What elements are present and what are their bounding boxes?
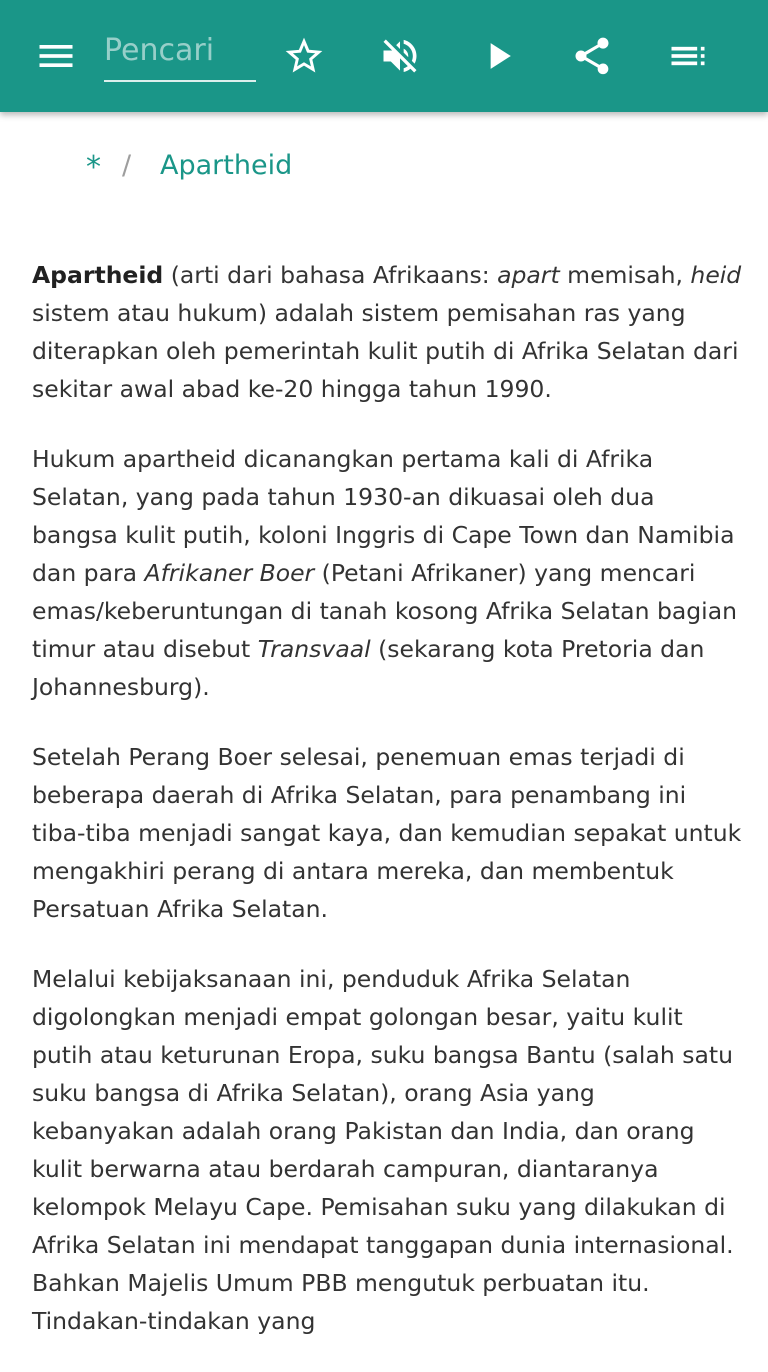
contents-button[interactable] <box>656 24 720 88</box>
text-span: sistem atau hukum) adalah sistem pemisahan ras yang diterapkan oleh pemerintah kulit putih di Afrika Selatan dari sekitar awal abad ke-20 hingga tahun 1990. <box>32 299 739 403</box>
italic-term: heid <box>690 261 742 289</box>
article-paragraph <box>32 256 742 408</box>
favorite-button[interactable] <box>272 24 336 88</box>
breadcrumb-current[interactable]: Apartheid <box>160 150 293 181</box>
article-paragraph: Setelah Perang Boer selesai, penemuan emas terjadi di beberapa daerah di Afrika Selatan, para penambang ini tiba-tiba menjadi sangat kaya, dan kemudian sepakat untuk mengakhiri perang di antara mereka, dan membentuk Persatuan Afrika Selatan. <box>32 743 742 923</box>
volume-off-icon <box>378 34 422 78</box>
play-icon <box>476 34 520 78</box>
breadcrumb-home-link[interactable]: * <box>86 150 101 185</box>
app-toolbar <box>0 0 768 112</box>
menu-icon <box>34 34 78 78</box>
text-span: (Petani Afrikaner) yang mencari emas/keberuntungan di tanah kosong Afrika Selatan bagian timur atau disebut <box>32 559 737 663</box>
star-outline-icon <box>282 34 326 78</box>
share-icon <box>570 34 614 78</box>
article-paragraph <box>32 440 742 706</box>
share-button[interactable] <box>560 24 624 88</box>
sound-toggle-button[interactable] <box>368 24 432 88</box>
text-span: (arti dari bahasa Afrikaans: <box>163 261 498 289</box>
breadcrumb <box>0 140 768 196</box>
search-field[interactable] <box>104 22 256 82</box>
menu-button[interactable] <box>24 24 88 88</box>
italic-term: Afrikaner Boer <box>144 559 315 587</box>
breadcrumb-separator: / <box>122 150 132 181</box>
search-input[interactable] <box>104 22 256 78</box>
article-content <box>32 256 742 1372</box>
table-of-contents-icon <box>666 34 710 78</box>
article-term: Apartheid <box>32 261 164 289</box>
italic-term: apart <box>497 261 560 289</box>
italic-term: Transvaal <box>257 635 371 663</box>
play-button[interactable] <box>466 24 530 88</box>
text-span: (sekarang kota Pretoria dan Johannesburg). <box>32 635 705 701</box>
article-paragraph: Melalui kebijaksanaan ini, penduduk Afrika Selatan digolongkan menjadi empat golongan besar, yaitu kulit putih atau keturunan Eropa, suku bangsa Bantu (salah satu suku bangsa di Afrika Selatan), orang Asia yang kebanyakan adalah orang Pakistan dan India, dan orang kulit berwarna atau berdarah campuran, diantaranya kelompok Melayu Cape. Pemisahan suku yang dilakukan di Afrika Selatan ini mendapat tanggapan dunia internasional. Bahkan Majelis Umum PBB mengutuk perbuatan itu. Tindakan-tindakan yang <box>32 965 734 1335</box>
text-span: memisah, <box>559 261 691 289</box>
text-span: Hukum apartheid dicanangkan pertama kali di Afrika Selatan, yang pada tahun 1930-an dikuasai oleh dua bangsa kulit putih, koloni Inggris di Cape Town dan Namibia dan para <box>32 445 735 587</box>
